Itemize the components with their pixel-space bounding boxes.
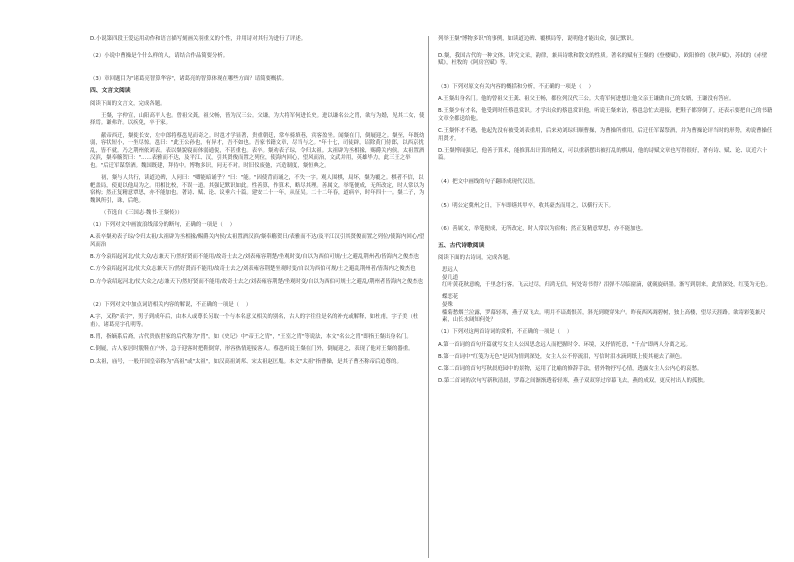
text-paragraph: D.第二首词的次句写新秋清晨，罗幕之间渐渐透着轻寒，燕子双双穿过帘幕飞去，燕的成双，更反衬出人的孤独。 (438, 378, 709, 385)
text-paragraph: 阅读下面的古诗词，完成各题。 (438, 254, 514, 261)
text-paragraph: C.倒屣，古人家居时脱鞋在户外，急于迎客时把鞋倒穿，形容热情迎接客人。蔡邕听说王粲在门外，倒屣迎之，表现了他对王粲的器重。 (90, 346, 414, 353)
text-paragraph: D.王粲博闻强记，他善于算术，能推算出计算的精义，可以重新摆出被打乱的棋局，他的诗赋文章也写得很好，著有诗、赋、论、议近六十篇。 (438, 147, 768, 162)
text-paragraph: （3）下列对原文有关内容的概括和分析，不正确的一项是（ ） (438, 83, 594, 90)
text-paragraph: D.方今袁绍起河北/仗大众之/志兼天下/然好贤而不能用/故奇士去之/刘表雍容荆楚/坐观时变/自以为西伯可规士之避乱/荆州者皆海内之俊杰也 (90, 278, 424, 285)
text-paragraph: 列举王粲"博物多识"的事例，如读道边碑、覆棋局等，说明他才能出众，强记默识。 (438, 36, 638, 42)
text-paragraph: C.第二首词的首句写秋晨庭园中的景物，运用了比喻的修辞手法，借外物抒写心情，透露女主人公内心的哀愁。 (438, 365, 703, 372)
text-paragraph: A.王粲出身名门。他的曾祖父王龚、祖父王畅，都位列汉代三公。大将军何进想让他父亲王谦做自己的女婿，王谦没有答应。 (438, 95, 735, 102)
text-paragraph: 思远人 晏几道 红叶黄花秋意晚，千里念行客。飞云过尽，归鸿无信，何处寄书得？泪弹不尽临窗滴，就砚旋研墨。渐写到别来，此情深处，红笺为无色。 (442, 267, 771, 289)
text-paragraph: B.方今袁绍起河北/仗大众/志兼天下/然好贤而不能用/故奇士去之/刘表雍容荆楚/坐观时变/自以为西伯可规/士之避乱荆州者/皆海内之俊杰也 (90, 254, 420, 261)
text-paragraph: 阅读下面的文言文，完成各题。 (90, 100, 166, 107)
text-paragraph: C.王粲怀才不遇，他起先没有被受刘表重用，后来劝刘琮归顺曹操，为曹操所重用，后迁任军谋祭酒，并为曹操论评当时的形势，劝说曹操任用贤才。 (438, 127, 773, 142)
text-paragraph: 初，粲与人共行，读道边碑，人问曰："卿能暗诵乎？"曰："能。"因使背而诵之，不失一字。观人围棋，局坏，粲为覆之。棋者不信，以帊盖局，使更以他局为之。用相比校，不误一道。其强记默识如此。性善算，作算术，略尽其理。善属文，举笔便成，无所改定，时人常以为宿构；然正复精意覃思，亦不能加也。著诗、赋、论、议垂六十篇。建安二十一年，从征吴。二十二年春，道病卒，时年四十一。粲二子，为魏讽所引，诛，后绝。 (90, 175, 425, 204)
text-paragraph: 献帝西迁，粲徙长安，左中郎将蔡邕见而奇之。时邕才学显著，贵重朝廷，常车骑填巷，宾客盈坐。闻粲在门，倒屣迎之。粲至，年既幼弱，容状短小，一坐尽惊。邕曰："此王公孙也，有异才，吾不如也。吾家书籍文章，尽当与之。"年十七，司徒辟，诏除黄门侍郎，以西京扰乱，皆不就。乃之荆州依刘表。表以粲貌寝而体弱通侻，不甚重也。表卒。粲劝表子琮，令归太祖。太祖辟为丞相掾，赐爵关内侯。太祖置酒汉滨，粲奉觞贺曰："……表雅而不达，及平江、汉，引其贤俊而置之列位，使海内回心，望风而治，文武并用，英雄毕力，此三王之举也。"后迁军谋祭酒。魏国既建，拜侍中。博物多识，问无不对。时旧仪废弛，兴造制度，粲恒典之。 (90, 132, 425, 169)
text-paragraph: B.胄，指嫡系后裔，古代贵族世家的后代称为"胄"，如《史记》中"帝王之胄"，"王室之胄"等说法，本文"名公之胄"即指王粲出身名门。 (90, 334, 412, 341)
text-paragraph: （4）把文中画线的句子翻译成现代汉语。 (438, 178, 539, 185)
text-paragraph: D.太祖，庙号，一般开国皇帝称为"高祖"或"太祖"，如汉高祖刘邦、宋太祖赵匡胤。本文"太祖"指曹操，是其子曹丕称帝后追尊的。 (90, 358, 402, 365)
text-paragraph: A.表卒粲劝表子琮/令归太祖/太祖辟为丞相掾/赐爵关内侯/太祖置酒汉滨/粲奉觞贺曰/表雅而不达/及平江汉引其贤俊而置之列位/使海内回心/望风而治 (90, 234, 425, 249)
text-paragraph: B.王粲少有才名，他受到时任蔡邕赏识。才学出众的蔡邕赏识他，听说王粲来访，蔡邕急忙去迎接，把鞋子都穿倒了，还表示要把自己的书籍文章全都送给他。 (438, 108, 773, 122)
section-heading: 五、古代诗歌阅读 (438, 242, 485, 249)
text-paragraph: D.粲，我国古代的一种文体，讲究文采，韵律，兼具诗歌和散文的性质。著名的赋有王粲的《登楼赋》，欧阳修的《秋声赋》，苏轼的《赤壁赋》，杜牧的《阿房宫赋》等。 (438, 52, 768, 67)
text-paragraph: （5）明公定冀州之日，下车即缮其甲卒，收其豪杰而用之，以横行天下。 (438, 202, 614, 209)
text-paragraph: （节选自《三国志·魏书·王粲传》） (101, 210, 183, 217)
text-paragraph: （3）章回题目为"诸葛亮智算华容"，诸葛亮的智算体现在哪些方面？请简要概括。 (90, 76, 288, 83)
text-paragraph: （6）善属文，举笔便成，无所改定，时人常以为宿构；然正复精意覃思，亦不能加也。 (438, 226, 647, 233)
text-paragraph: B.第一首词中"红笺为无色"是因为情到深处，女主人公不停流泪，写信时泪水滴到纸上使其褪去了颜色。 (438, 353, 686, 360)
text-paragraph: （2）下列对文中加点词语相关内容的解说，不正确的一项是（ ） (90, 302, 252, 309)
text-paragraph: 王粲，字仲宣，山阳高平人也。曾祖父龚，祖父畅，皆为汉三公。父谦，为大将军何进长史。进以谦名公之胄，欲与为婚，见其二女，使择焉。谦弗许。以疾免，卒于家。 (90, 112, 425, 127)
section-heading: 四、文言文阅读 (90, 88, 131, 95)
text-paragraph: （2）小说中曹操是个什么样的人，请结合作品简要分析。 (90, 52, 229, 59)
text-paragraph: （1）下列对这两首诗词的赏析，不正确的一项是（ ） (438, 329, 573, 336)
text-paragraph: A.第一首词的首句开篇就写女主人公因思念远人而把握时令、环境，又抒情托意，"千点"即两人分离之远。 (438, 341, 691, 348)
right-column (438, 36, 776, 390)
column-divider (428, 36, 429, 558)
text-paragraph: 蝶恋花 晏殊 槛菊愁烟兰泣露，罗幕轻寒，燕子双飞去。明月不谙离恨苦，斜光到晓穿朱户。昨夜西风凋碧树，独上高楼，望尽天涯路。欲寄彩笺兼尺素，山长水阔知何处？ (442, 294, 766, 324)
text-paragraph: （1）下列对文中画波浪线部分的断句，正确的一项是（ ） (90, 222, 236, 229)
text-paragraph: A.字，又称"表字"，男子到成年后，由本人或尊长另取一个与本名意义相关的别名，古人的字往往是名的补充或解释，如杜甫，字子美（杜甫），诸葛亮字孔明等。 (90, 314, 419, 328)
text-paragraph: C.方今袁绍起河北/仗大众志兼天下/然好贤而不能用/故奇士去之/刘表雍容荆楚坐观时变/自以为西伯可规/士之避乱荆州者/皆海内之俊杰也 (90, 266, 416, 273)
text-paragraph: D.小说第四段王爱运用动作和语言描写刻画关羽重义的个性，并用诗对其行为进行了评述。 (90, 36, 307, 42)
left-column (90, 36, 428, 371)
